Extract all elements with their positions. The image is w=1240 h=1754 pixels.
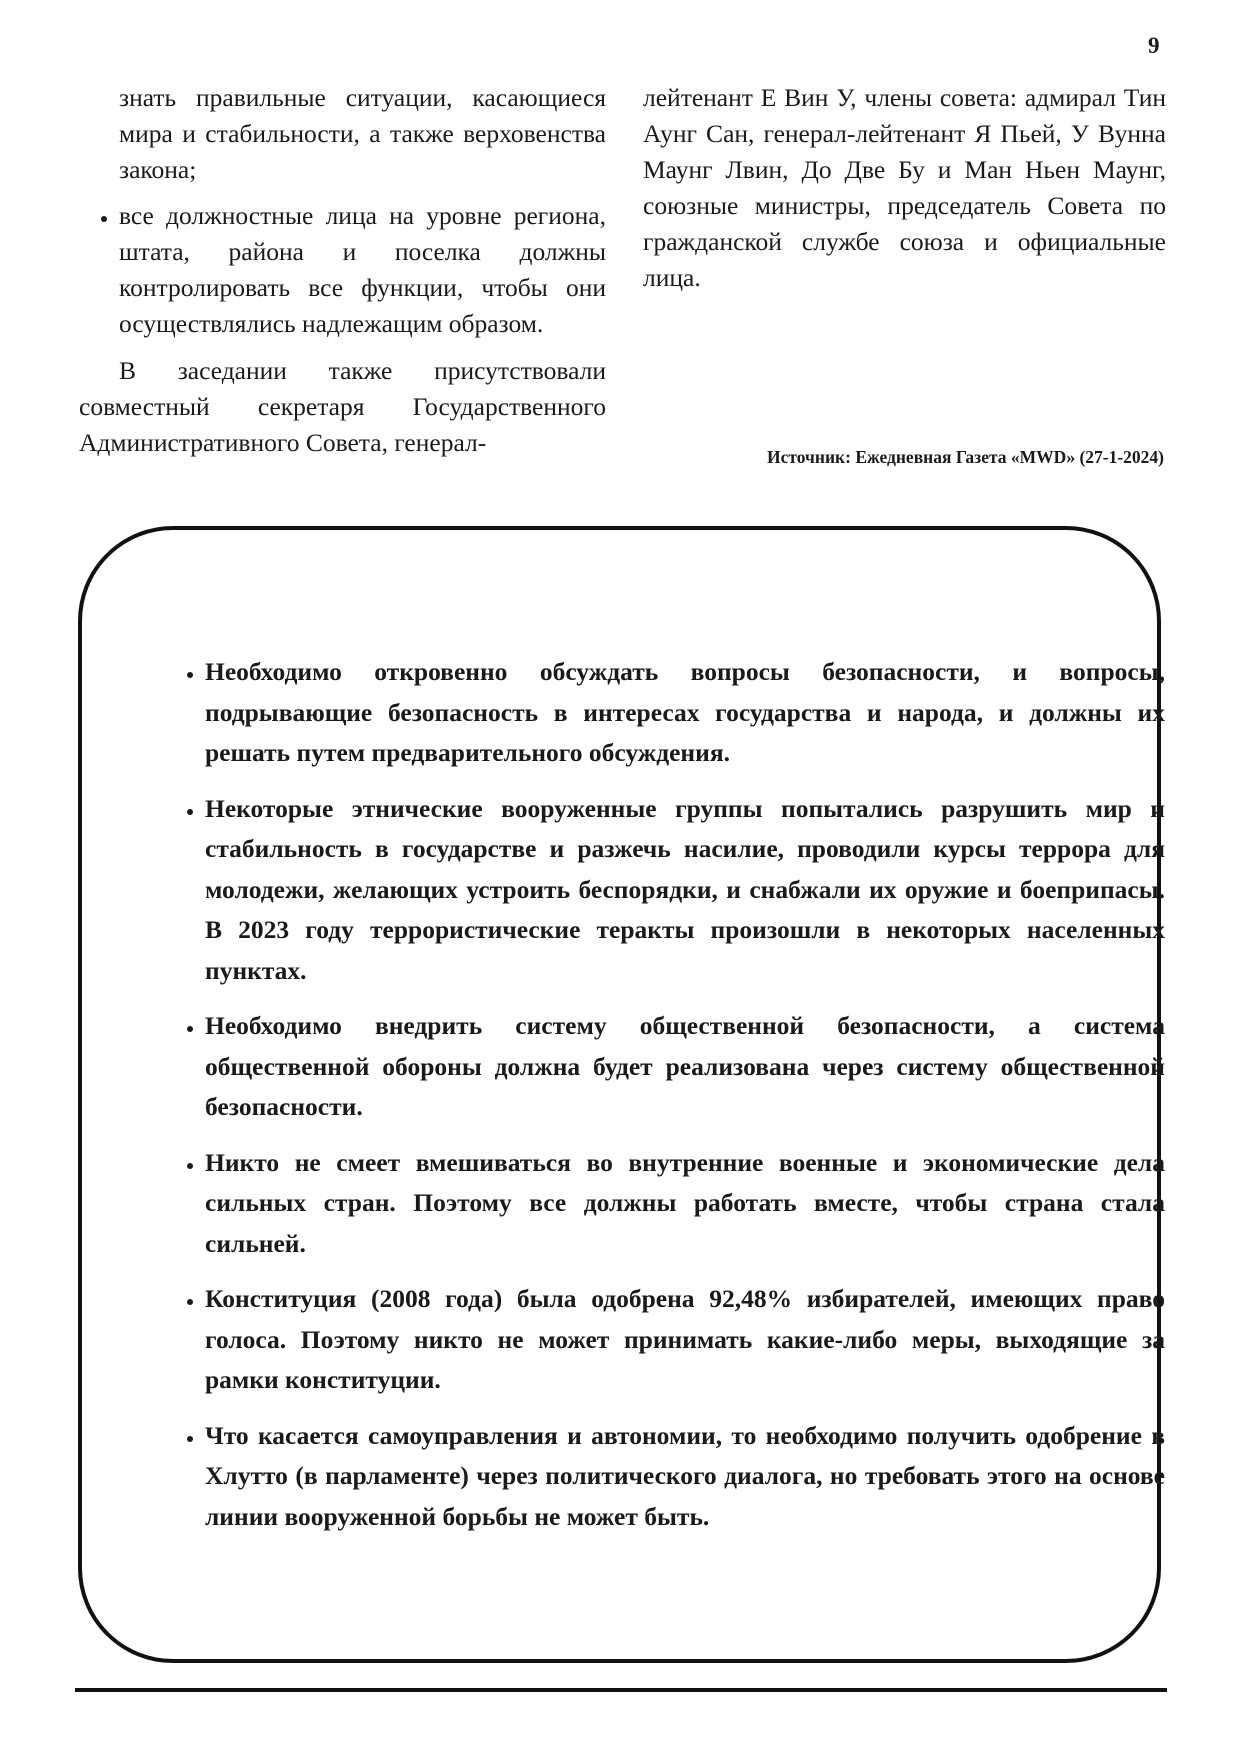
left-bullet-list [79,198,606,342]
body-paragraph: лейтенант Е Вин У, члены совета: адмирал Тин Аунг Сан, генерал-лейтенант Я Пьей, У Вунна Маунг Лвин, До Две Бу и Ман Ньен Маунг, союзные министры, председатель Совета по гражданской службе союза и официальные лица. [643,83,1166,292]
list-item: • Что касается самоуправления и автономии, то необходимо получить одобрение в Хлутто (в парламенте) через политического диалога, но требовать этого на основе линии вооруженной борьбы не может быть. [205,1416,1165,1538]
list-item: • Необходимо откровенно обсуждать вопросы безопасности, и вопросы, подрывающие безопасность в интересах государства и народа, и должны их решать путем предварительного обсуждения. [205,652,1165,774]
source-citation: Источник: Ежедневная Газета «MWD» (27-1-2024) [766,447,1164,467]
key-points-list [158,652,1165,1552]
page-number: 9 [1148,33,1160,58]
list-item: • Необходимо внедрить систему общественной безопасности, а система общественной обороны должна будет реализована через систему общественной безопасности. [205,1006,1165,1128]
list-item: • Конституция (2008 года) была одобрена 92,48% избирателей, имеющих право голоса. Поэтому никто не может принимать какие-либо меры, выходящие за рамки конституции. [205,1279,1165,1401]
left-column [79,80,606,461]
continued-bullet-text: знать правильные ситуации, касающиеся мира и стабильности, а также верховенства закона; [119,83,606,184]
list-item: • Никто не смеет вмешиваться во внутренние военные и экономические дела сильных стран. Поэтому все должны работать вместе, чтобы страна стала сильней. [205,1143,1165,1265]
list-item: • Некоторые этнические вооруженные группы попытались разрушить мир и стабильность в государстве и разжечь насилие, проводили курсы террора для молодежи, желающих устроить беспорядки, и снабжали их оружие и боеприпасы. В 2023 году террористические теракты произошли в некоторых населенных пунктах. [205,789,1165,992]
body-paragraph: В заседании также присутствовали совместный секретаря Государственного Административного Совета, генерал- [79,356,606,457]
footer-divider [75,1688,1167,1692]
list-item: • все должностные лица на уровне региона, штата, района и поселка должны контролировать все функции, чтобы они осуществлялись надлежащим образом. [119,198,606,342]
right-column [643,80,1166,296]
highlight-box [78,526,1165,1663]
